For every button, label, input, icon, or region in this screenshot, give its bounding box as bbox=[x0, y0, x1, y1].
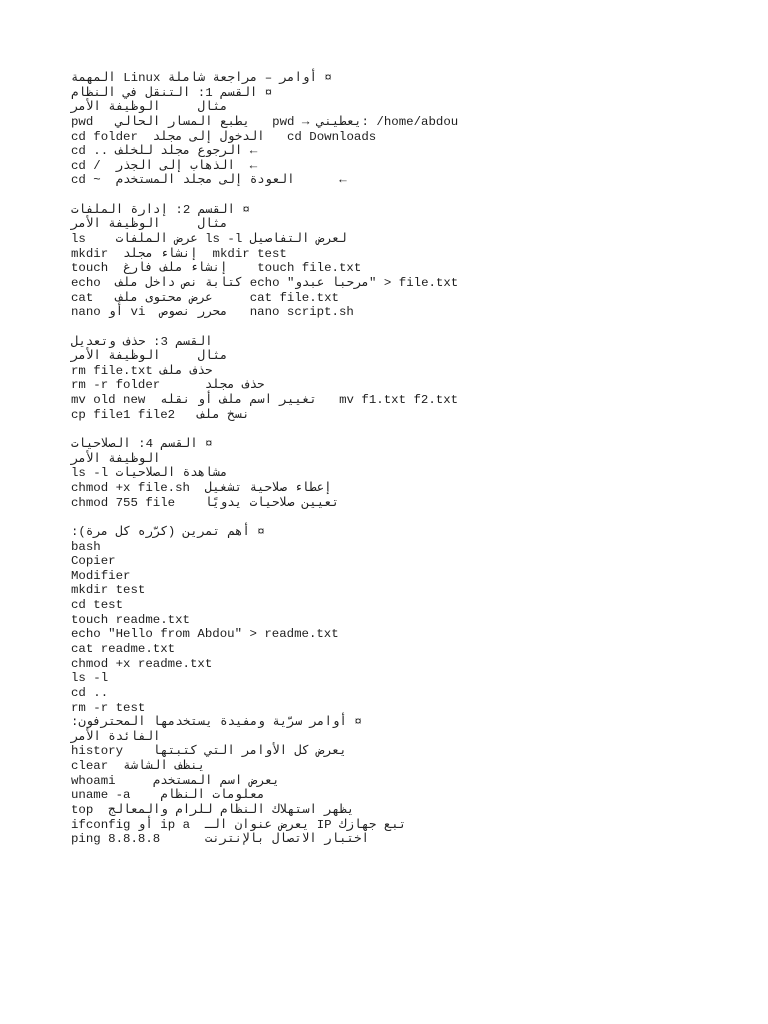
text-line: touch إنشاء ملف فارغ touch file.txt bbox=[71, 261, 362, 276]
document-body bbox=[71, 71, 711, 847]
text-line: الفائدة الأمر bbox=[71, 729, 161, 744]
text-line: rm -r folder حذف مجلد bbox=[71, 378, 265, 393]
text-line: مثال الوظيفة الأمر bbox=[71, 217, 228, 232]
text-line bbox=[71, 188, 711, 203]
text-line: cd .. الرجوع مجلد للخلف ← bbox=[71, 144, 258, 159]
text-line: مثال الوظيفة الأمر bbox=[71, 349, 228, 364]
text-line: chmod 755 file تعيين صلاحيات يدويًا bbox=[71, 495, 340, 510]
text-line: ls عرض الملفات ls -l لعرض التفاصيل bbox=[71, 232, 347, 247]
text-line: cd .. bbox=[71, 685, 109, 700]
text-line: mv old new تغيير اسم ملف أو نقله mv f1.txt f2.txt bbox=[71, 393, 459, 408]
text-line: top يظهر استهلاك النظام للرام والمعالج bbox=[71, 803, 355, 818]
text-line: whoami يعرض اسم المستخدم bbox=[71, 773, 280, 788]
text-line: cat عرض محتوى ملف cat file.txt bbox=[71, 290, 339, 305]
text-line: ls -l bbox=[71, 671, 109, 686]
text-line: ¤ القسم 2: إدارة الملفات bbox=[71, 202, 250, 217]
text-line: مثال الوظيفة الأمر bbox=[71, 100, 228, 115]
text-line: cd ~ العودة إلى مجلد المستخدم ← bbox=[71, 173, 347, 188]
text-line bbox=[71, 422, 711, 437]
text-line: mkdir test bbox=[71, 583, 146, 598]
text-line: rm -r test bbox=[71, 700, 146, 715]
text-line: echo "Hello from Abdou" > readme.txt bbox=[71, 627, 339, 642]
text-line bbox=[71, 320, 711, 335]
text-line: bash bbox=[71, 539, 101, 554]
text-line: ¤ القسم 4: الصلاحيات bbox=[71, 437, 213, 452]
text-line: rm file.txt حذف ملف bbox=[71, 363, 213, 378]
text-line: ¤ أوامر – مراجعة شاملة Linux المهمة bbox=[71, 71, 332, 85]
text-line: الوظيفة الأمر bbox=[71, 451, 161, 466]
text-line: chmod +x file.sh إعطاء صلاحية تشغيل bbox=[71, 480, 332, 495]
text-line: Modifier bbox=[71, 568, 131, 583]
text-line: clear ينظف الشاشة bbox=[71, 759, 206, 774]
text-line: cd test bbox=[71, 598, 124, 613]
text-line bbox=[71, 510, 711, 525]
text-line: history يعرض كل الأوامر التي كتبتها bbox=[71, 744, 347, 759]
text-line: nano أو vi محرر نصوص nano script.sh bbox=[71, 305, 354, 320]
text-line: cd / الذهاب إلى الجذر ← bbox=[71, 158, 258, 173]
text-line: ifconfig أو ip a يعرض عنوان الـ IP تبع جهازك bbox=[71, 817, 407, 832]
text-line: mkdir إنشاء مجلد mkdir test bbox=[71, 246, 287, 261]
text-line: ¤ القسم 1: التنقل في النظام bbox=[71, 85, 273, 100]
text-line: ¤ أهم تمرين (كرّره كل مرة): bbox=[71, 524, 265, 539]
text-line: القسم 3: حذف وتعديل bbox=[71, 334, 221, 349]
text-line: Copier bbox=[71, 554, 116, 569]
text-line: cp file1 file2 نسخ ملف bbox=[71, 407, 250, 422]
text-line: touch readme.txt bbox=[71, 612, 190, 627]
text-line: cat readme.txt bbox=[71, 641, 176, 656]
text-line: ¤ أوامر سرّية ومفيدة يستخدمها المحترفون: bbox=[71, 715, 362, 730]
text-line: uname -a معلومات النظام bbox=[71, 788, 265, 803]
text-line: echo كتابة نص داخل ملف echo "مرحبا عبدو" > file.txt bbox=[71, 275, 459, 290]
text-line: chmod +x readme.txt bbox=[71, 656, 213, 671]
text-line: cd folder الدخول إلى مجلد cd Downloads bbox=[71, 129, 377, 144]
text-line: ls -l مشاهدة الصلاحيات bbox=[71, 466, 228, 481]
text-line: ping 8.8.8.8 اختبار الاتصال بالإنترنت bbox=[71, 832, 369, 847]
text-line: pwd يطبع المسار الحالي pwd → يعطيني: /home/abdou bbox=[71, 114, 459, 129]
